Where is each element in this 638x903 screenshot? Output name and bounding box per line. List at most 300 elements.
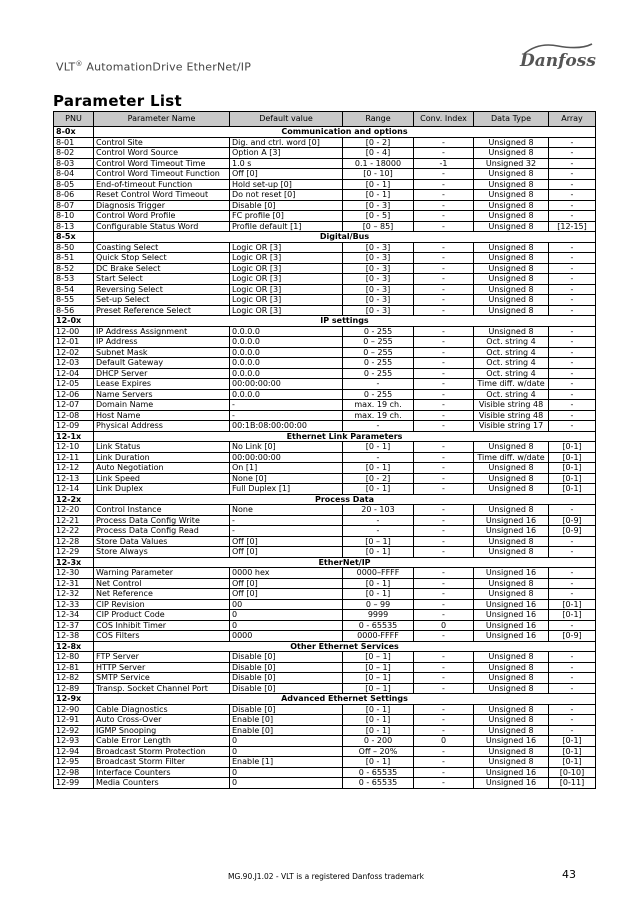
pnu-cell: 12-13 — [54, 473, 94, 484]
pnu-cell: 8-52 — [54, 263, 94, 274]
pnu-cell: 8-51 — [54, 253, 94, 264]
range-cell: 0000–FFFF — [343, 568, 414, 579]
parameter-name-cell: Quick Stop Select — [94, 253, 230, 264]
conv-index-cell: - — [414, 536, 474, 547]
data-type-cell: Unsigned 8 — [474, 746, 549, 757]
conv-index-cell: - — [414, 368, 474, 379]
array-cell: - — [549, 158, 596, 169]
default-value-cell: Off [0] — [230, 536, 343, 547]
range-cell: - — [343, 515, 414, 526]
default-value-cell: Option A [3] — [230, 148, 343, 159]
data-type-cell: Unsigned 8 — [474, 169, 549, 180]
data-type-cell: Oct. string 4 — [474, 358, 549, 369]
range-cell: 0 - 255 — [343, 326, 414, 337]
range-cell: [0 - 3] — [343, 284, 414, 295]
range-cell: [0 - 3] — [343, 263, 414, 274]
data-type-cell: Unsigned 16 — [474, 515, 549, 526]
pnu-cell: 8-01 — [54, 137, 94, 148]
table-row — [54, 610, 596, 621]
table-row — [54, 631, 596, 642]
default-value-cell: 0 — [230, 767, 343, 778]
range-cell: [0 - 3] — [343, 295, 414, 306]
table-row — [54, 757, 596, 768]
parameter-name-cell: DC Brake Select — [94, 263, 230, 274]
array-cell: - — [549, 725, 596, 736]
parameter-name-cell: Default Gateway — [94, 358, 230, 369]
conv-index-cell: - — [414, 179, 474, 190]
parameter-name-cell: Link Duplex — [94, 484, 230, 495]
table-row — [54, 662, 596, 673]
table-row — [54, 526, 596, 537]
parameter-name-cell: FTP Server — [94, 652, 230, 663]
parameter-name-cell: Control Word Timeout Function — [94, 169, 230, 180]
table-row — [54, 190, 596, 201]
default-value-cell: 0.0.0.0 — [230, 347, 343, 358]
range-cell: [0 - 4] — [343, 148, 414, 159]
default-value-cell: 0.0.0.0 — [230, 358, 343, 369]
table-row — [54, 169, 596, 180]
array-cell: - — [549, 421, 596, 432]
conv-index-cell: - — [414, 410, 474, 421]
table-row — [54, 725, 596, 736]
parameter-name-cell: Transp. Socket Channel Port — [94, 683, 230, 694]
parameter-name-cell: IGMP Snooping — [94, 725, 230, 736]
data-type-cell: Unsigned 8 — [474, 442, 549, 453]
default-value-cell: Off [0] — [230, 547, 343, 558]
pnu-cell: 12-02 — [54, 347, 94, 358]
pnu-cell: 12-28 — [54, 536, 94, 547]
parameter-name-cell: End-of-timeout Function — [94, 179, 230, 190]
conv-index-cell: - — [414, 263, 474, 274]
conv-index-cell: - — [414, 389, 474, 400]
range-cell: - — [343, 452, 414, 463]
parameter-name-cell: Coasting Select — [94, 242, 230, 253]
array-cell: [0-1] — [549, 442, 596, 453]
group-title: Ethernet Link Parameters — [94, 431, 596, 442]
parameter-name-cell: Auto Cross-Over — [94, 715, 230, 726]
default-value-cell: 00:00:00:00 — [230, 379, 343, 390]
table-row — [54, 652, 596, 663]
pnu-cell: 8-07 — [54, 200, 94, 211]
array-cell: [0-1] — [549, 452, 596, 463]
conv-index-cell: - — [414, 274, 474, 285]
data-type-cell: Unsigned 8 — [474, 253, 549, 264]
range-cell: [0 - 5] — [343, 211, 414, 222]
data-type-cell: Unsigned 8 — [474, 715, 549, 726]
parameter-name-cell: Reversing Select — [94, 284, 230, 295]
group-title: EtherNet/IP — [94, 557, 596, 568]
parameter-name-cell: Process Data Config Write — [94, 515, 230, 526]
data-type-cell: Unsigned 8 — [474, 295, 549, 306]
product-name: AutomationDrive EtherNet/IP — [82, 60, 252, 74]
parameter-name-cell: Control Site — [94, 137, 230, 148]
parameter-name-cell: IP Address Assignment — [94, 326, 230, 337]
default-value-cell: 0 — [230, 610, 343, 621]
parameter-name-cell: CIP Revision — [94, 599, 230, 610]
conv-index-cell: - — [414, 610, 474, 621]
pnu-cell: 12-10 — [54, 442, 94, 453]
table-row — [54, 673, 596, 684]
conv-index-cell: - — [414, 190, 474, 201]
default-value-cell: Disable [0] — [230, 652, 343, 663]
default-value-cell: None [0] — [230, 473, 343, 484]
parameter-name-cell: Diagnosis Trigger — [94, 200, 230, 211]
table-row — [54, 473, 596, 484]
conv-index-cell: - — [414, 526, 474, 537]
conv-index-cell: - — [414, 673, 474, 684]
conv-index-cell: - — [414, 725, 474, 736]
column-header-array: Array — [549, 112, 596, 127]
parameter-name-cell: CIP Product Code — [94, 610, 230, 621]
range-cell: max. 19 ch. — [343, 400, 414, 411]
range-cell: 20 - 103 — [343, 505, 414, 516]
pnu-cell: 12-06 — [54, 389, 94, 400]
range-cell: [0 – 1] — [343, 536, 414, 547]
pnu-cell: 8-05 — [54, 179, 94, 190]
data-type-cell: Unsigned 8 — [474, 148, 549, 159]
data-type-cell: Unsigned 8 — [474, 263, 549, 274]
conv-index-cell: - — [414, 284, 474, 295]
array-cell: - — [549, 305, 596, 316]
array-cell: - — [549, 284, 596, 295]
conv-index-cell: 0 — [414, 620, 474, 631]
default-value-cell: 0 — [230, 778, 343, 789]
default-value-cell: 0000 — [230, 631, 343, 642]
array-cell: - — [549, 137, 596, 148]
data-type-cell: Unsigned 8 — [474, 274, 549, 285]
array-cell: - — [549, 211, 596, 222]
array-cell: [0-1] — [549, 746, 596, 757]
table-row — [54, 704, 596, 715]
table-row — [54, 536, 596, 547]
pnu-cell: 12-12 — [54, 463, 94, 474]
range-cell: [0 - 3] — [343, 253, 414, 264]
group-title: Process Data — [94, 494, 596, 505]
default-value-cell: - — [230, 410, 343, 421]
conv-index-cell: - — [414, 211, 474, 222]
parameter-name-cell: Cable Error Length — [94, 736, 230, 747]
conv-index-cell: - — [414, 421, 474, 432]
range-cell: [0 - 2] — [343, 473, 414, 484]
array-cell: - — [549, 263, 596, 274]
pnu-cell: 12-38 — [54, 631, 94, 642]
default-value-cell: Off [0] — [230, 589, 343, 600]
conv-index-cell: - — [414, 347, 474, 358]
data-type-cell: Unsigned 16 — [474, 610, 549, 621]
array-cell: - — [549, 379, 596, 390]
range-cell: - — [343, 526, 414, 537]
table-row — [54, 515, 596, 526]
danfoss-logo-icon — [518, 42, 596, 72]
default-value-cell: 0.0.0.0 — [230, 389, 343, 400]
parameter-name-cell: Media Counters — [94, 778, 230, 789]
conv-index-cell: - — [414, 463, 474, 474]
data-type-cell: Unsigned 8 — [474, 505, 549, 516]
table-row — [54, 778, 596, 789]
pnu-cell: 12-08 — [54, 410, 94, 421]
pnu-cell: 12-89 — [54, 683, 94, 694]
data-type-cell: Unsigned 8 — [474, 536, 549, 547]
table-row — [54, 568, 596, 579]
range-cell: [0 - 1] — [343, 578, 414, 589]
parameter-name-cell: Subnet Mask — [94, 347, 230, 358]
table-row — [54, 452, 596, 463]
pnu-cell: 12-07 — [54, 400, 94, 411]
default-value-cell: - — [230, 526, 343, 537]
pnu-cell: 12-09 — [54, 421, 94, 432]
parameter-name-cell: Store Data Values — [94, 536, 230, 547]
data-type-cell: Unsigned 8 — [474, 484, 549, 495]
range-cell: 0 – 255 — [343, 337, 414, 348]
default-value-cell: - — [230, 400, 343, 411]
table-row — [54, 253, 596, 264]
table-row — [54, 358, 596, 369]
conv-index-cell: - — [414, 400, 474, 411]
table-row — [54, 179, 596, 190]
pnu-cell: 8-06 — [54, 190, 94, 201]
table-row — [54, 736, 596, 747]
table-row — [54, 305, 596, 316]
column-header-pnu: PNU — [54, 112, 94, 127]
conv-index-cell: - — [414, 547, 474, 558]
array-cell: [0-1] — [549, 757, 596, 768]
table-row — [54, 620, 596, 631]
pnu-cell: 8-13 — [54, 221, 94, 232]
default-value-cell: Disable [0] — [230, 673, 343, 684]
range-cell: [0 - 1] — [343, 190, 414, 201]
array-cell: - — [549, 368, 596, 379]
conv-index-cell: - — [414, 295, 474, 306]
array-cell: - — [549, 200, 596, 211]
conv-index-cell: 0 — [414, 736, 474, 747]
range-cell: [0 - 1] — [343, 725, 414, 736]
default-value-cell: Disable [0] — [230, 683, 343, 694]
default-value-cell: Logic OR [3] — [230, 253, 343, 264]
parameter-name-cell: HTTP Server — [94, 662, 230, 673]
pnu-cell: 8-50 — [54, 242, 94, 253]
array-cell: - — [549, 295, 596, 306]
default-value-cell: Logic OR [3] — [230, 274, 343, 285]
table-row — [54, 242, 596, 253]
conv-index-cell: - — [414, 599, 474, 610]
pnu-cell: 12-34 — [54, 610, 94, 621]
range-cell: Off – 20% — [343, 746, 414, 757]
default-value-cell: Logic OR [3] — [230, 263, 343, 274]
parameter-name-cell: Set-up Select — [94, 295, 230, 306]
conv-index-cell: - — [414, 442, 474, 453]
default-value-cell: Profile default [1] — [230, 221, 343, 232]
data-type-cell: Unsigned 8 — [474, 578, 549, 589]
column-header-data-type: Data Type — [474, 112, 549, 127]
parameter-name-cell: Interface Counters — [94, 767, 230, 778]
column-header-default-value: Default value — [230, 112, 343, 127]
array-cell: - — [549, 683, 596, 694]
table-row — [54, 158, 596, 169]
data-type-cell: Unsigned 8 — [474, 757, 549, 768]
parameter-name-cell: Auto Negotiation — [94, 463, 230, 474]
table-row — [54, 295, 596, 306]
array-cell: - — [549, 326, 596, 337]
table-row — [54, 200, 596, 211]
pnu-cell: 12-00 — [54, 326, 94, 337]
group-row — [54, 557, 596, 568]
data-type-cell: Unsigned 8 — [474, 221, 549, 232]
range-cell: [0 - 1] — [343, 463, 414, 474]
parameter-name-cell: Link Duration — [94, 452, 230, 463]
default-value-cell: Off [0] — [230, 578, 343, 589]
group-code: 12-0x — [54, 316, 94, 327]
parameter-table — [53, 111, 596, 789]
group-code: 8-5x — [54, 232, 94, 243]
default-value-cell: No Link [0] — [230, 442, 343, 453]
default-value-cell: 0 — [230, 736, 343, 747]
table-row — [54, 683, 596, 694]
data-type-cell: Visible string 17 — [474, 421, 549, 432]
data-type-cell: Unsigned 8 — [474, 473, 549, 484]
group-code: 12-3x — [54, 557, 94, 568]
data-type-cell: Unsigned 8 — [474, 704, 549, 715]
data-type-cell: Unsigned 16 — [474, 631, 549, 642]
table-row — [54, 263, 596, 274]
parameter-name-cell: DHCP Server — [94, 368, 230, 379]
pnu-cell: 12-91 — [54, 715, 94, 726]
parameter-name-cell: Control Word Source — [94, 148, 230, 159]
conv-index-cell: - — [414, 242, 474, 253]
conv-index-cell: - — [414, 767, 474, 778]
conv-index-cell: - — [414, 358, 474, 369]
range-cell: 0000-FFFF — [343, 631, 414, 642]
parameter-name-cell: Control Instance — [94, 505, 230, 516]
table-row — [54, 767, 596, 778]
pnu-cell: 12-94 — [54, 746, 94, 757]
conv-index-cell: - — [414, 715, 474, 726]
default-value-cell: 00:00:00:00 — [230, 452, 343, 463]
array-cell: - — [549, 589, 596, 600]
parameter-name-cell: COS Filters — [94, 631, 230, 642]
table-row — [54, 389, 596, 400]
array-cell: [0-1] — [549, 463, 596, 474]
default-value-cell: Enable [1] — [230, 757, 343, 768]
table-row — [54, 221, 596, 232]
data-type-cell: Unsigned 8 — [474, 190, 549, 201]
range-cell: [0 – 1] — [343, 683, 414, 694]
conv-index-cell: - — [414, 305, 474, 316]
conv-index-cell: - — [414, 148, 474, 159]
range-cell: [0 - 3] — [343, 200, 414, 211]
array-cell: - — [549, 242, 596, 253]
conv-index-cell: -1 — [414, 158, 474, 169]
conv-index-cell: - — [414, 484, 474, 495]
array-cell: - — [549, 358, 596, 369]
array-cell: - — [549, 620, 596, 631]
range-cell: [0 - 1] — [343, 704, 414, 715]
pnu-cell: 12-29 — [54, 547, 94, 558]
table-row — [54, 137, 596, 148]
range-cell: 0.1 - 18000 — [343, 158, 414, 169]
array-cell: [0-9] — [549, 631, 596, 642]
parameter-name-cell: Name Servers — [94, 389, 230, 400]
range-cell: - — [343, 421, 414, 432]
table-row — [54, 379, 596, 390]
default-value-cell: 1.0 s — [230, 158, 343, 169]
pnu-cell: 12-92 — [54, 725, 94, 736]
footer-text: MG.90.J1.02 - VLT is a registered Danfoss trademark — [228, 872, 424, 881]
pnu-cell: 12-21 — [54, 515, 94, 526]
group-code: 8-0x — [54, 127, 94, 138]
conv-index-cell: - — [414, 578, 474, 589]
pnu-cell: 8-53 — [54, 274, 94, 285]
data-type-cell: Oct. string 4 — [474, 337, 549, 348]
conv-index-cell: - — [414, 568, 474, 579]
conv-index-cell: - — [414, 473, 474, 484]
parameter-name-cell: Control Word Profile — [94, 211, 230, 222]
table-row — [54, 274, 596, 285]
parameter-name-cell: Preset Reference Select — [94, 305, 230, 316]
pnu-cell: 12-04 — [54, 368, 94, 379]
table-row — [54, 505, 596, 516]
array-cell: - — [549, 536, 596, 547]
range-cell: 0 – 255 — [343, 347, 414, 358]
range-cell: [0 - 1] — [343, 547, 414, 558]
svg-text:Danfoss: Danfoss — [520, 51, 596, 71]
group-row — [54, 232, 596, 243]
page-number: 43 — [562, 868, 576, 881]
pnu-cell: 8-54 — [54, 284, 94, 295]
pnu-cell: 12-30 — [54, 568, 94, 579]
parameter-name-cell: Physical Address — [94, 421, 230, 432]
conv-index-cell: - — [414, 757, 474, 768]
parameter-name-cell: Store Always — [94, 547, 230, 558]
group-title: Communication and options — [94, 127, 596, 138]
array-cell: - — [549, 190, 596, 201]
data-type-cell: Time diff. w/date — [474, 379, 549, 390]
group-code: 12-1x — [54, 431, 94, 442]
range-cell: 0 - 65535 — [343, 778, 414, 789]
parameter-name-cell: Warning Parameter — [94, 568, 230, 579]
conv-index-cell: - — [414, 137, 474, 148]
table-row — [54, 410, 596, 421]
array-cell: - — [549, 169, 596, 180]
default-value-cell: Enable [0] — [230, 725, 343, 736]
array-cell: [0-1] — [549, 610, 596, 621]
column-header-parameter-name: Parameter Name — [94, 112, 230, 127]
array-cell: - — [549, 274, 596, 285]
conv-index-cell: - — [414, 169, 474, 180]
group-code: 12-8x — [54, 641, 94, 652]
range-cell: 0 - 255 — [343, 368, 414, 379]
table-row — [54, 463, 596, 474]
pnu-cell: 12-31 — [54, 578, 94, 589]
brand-name: VLT — [56, 60, 76, 74]
data-type-cell: Unsigned 16 — [474, 599, 549, 610]
range-cell: [0 - 1] — [343, 484, 414, 495]
array-cell: - — [549, 578, 596, 589]
array-cell: - — [549, 704, 596, 715]
conv-index-cell: - — [414, 253, 474, 264]
array-cell: - — [549, 410, 596, 421]
table-row — [54, 484, 596, 495]
parameter-name-cell: IP Address — [94, 337, 230, 348]
array-cell: [0-10] — [549, 767, 596, 778]
pnu-cell: 8-04 — [54, 169, 94, 180]
group-code: 12-2x — [54, 494, 94, 505]
array-cell: - — [549, 547, 596, 558]
range-cell: 0 - 255 — [343, 358, 414, 369]
array-cell: - — [549, 179, 596, 190]
conv-index-cell: - — [414, 200, 474, 211]
conv-index-cell: - — [414, 683, 474, 694]
parameter-name-cell: Configurable Status Word — [94, 221, 230, 232]
